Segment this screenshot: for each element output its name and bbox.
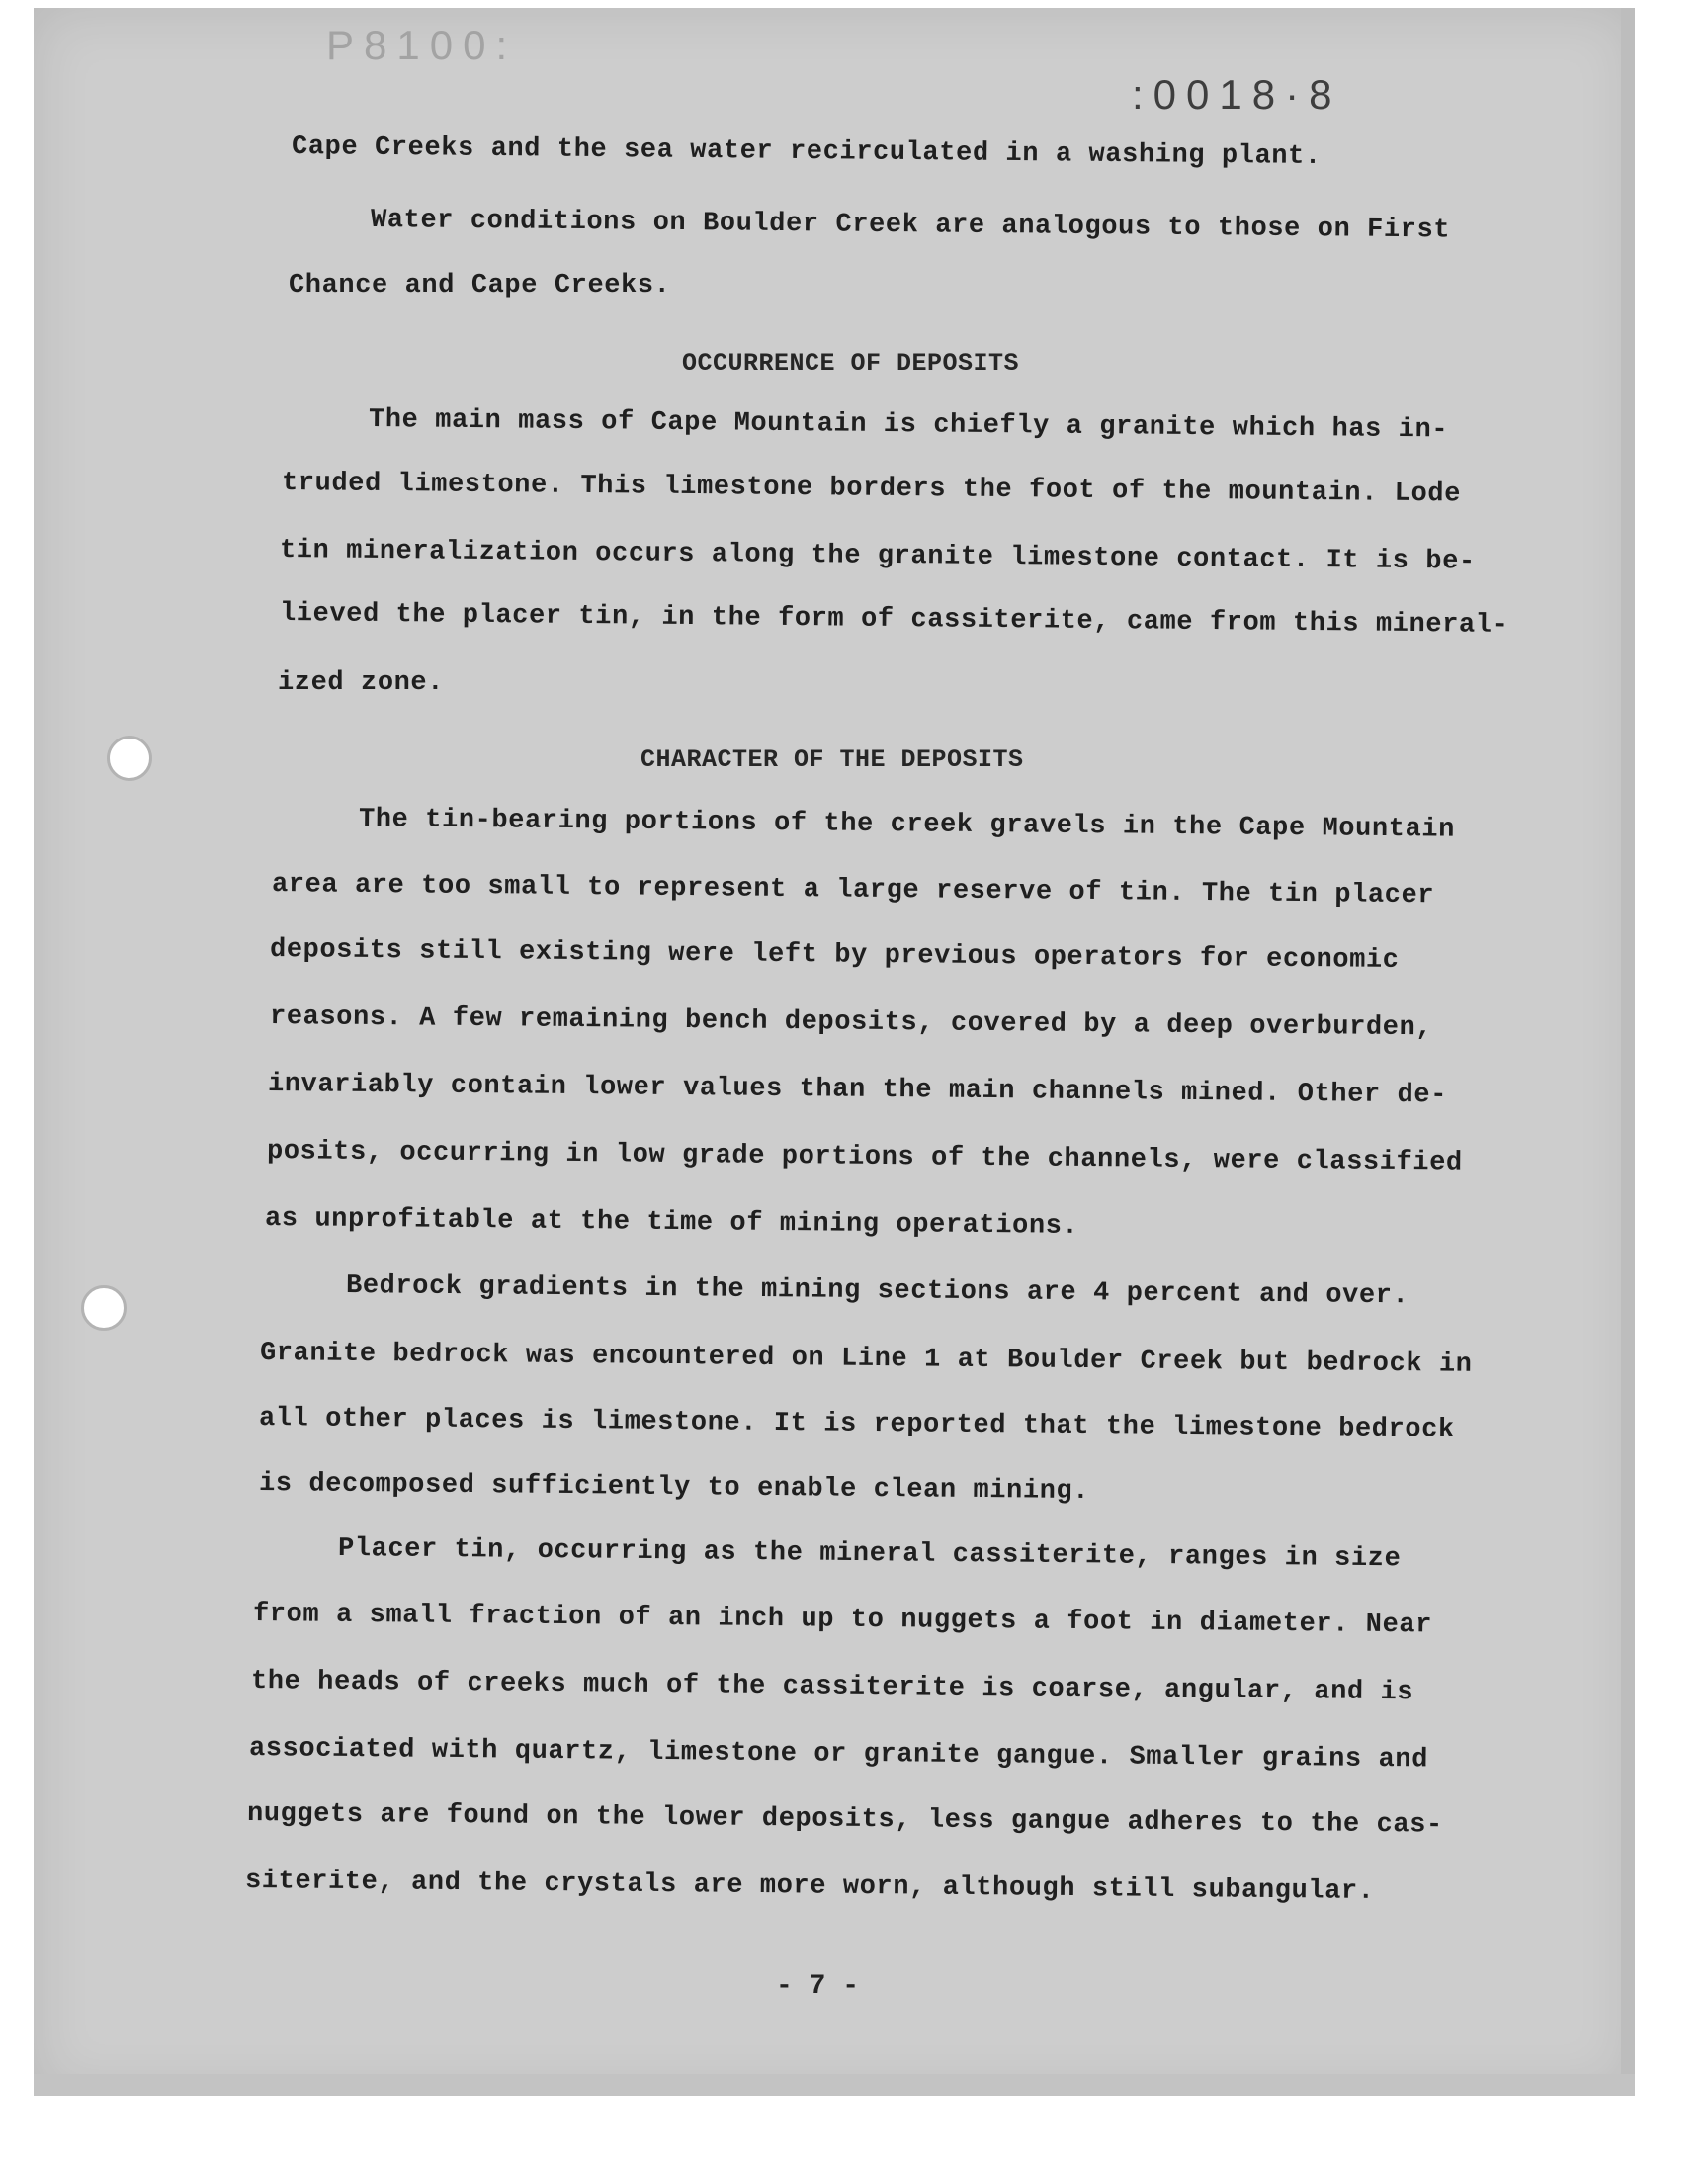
text-line: Cape Creeks and the sea water recirculated in a washing plant. <box>291 132 1322 172</box>
faint-stamp: P8100: <box>326 22 518 68</box>
text-line: area are too small to represent a large reserve of tin. The tin placer <box>271 870 1435 912</box>
text-line: ized zone. <box>278 668 445 698</box>
punch-hole <box>107 736 152 781</box>
text-line: lieved the placer tin, in the form of cassiterite, came from this mineral- <box>279 599 1509 641</box>
text-line: tin mineralization occurs along the granite limestone contact. It is be- <box>279 536 1476 577</box>
text-line: posits, occurring in low grade portions of the channels, were classified <box>266 1137 1463 1178</box>
document-page <box>34 8 1635 2096</box>
text-line: all other places is limestone. It is reported that the limestone bedrock <box>258 1404 1455 1445</box>
text-line: as unprofitable at the time of mining operations. <box>264 1204 1079 1242</box>
text-line: reasons. A few remaining bench deposits, covered by a deep overburden, <box>269 1002 1433 1044</box>
text-line: associated with quartz, limestone or granite gangue. Smaller grains and <box>248 1734 1429 1776</box>
page-number: - 7 - <box>776 1971 860 2002</box>
page-edge-shadow <box>1621 8 1635 2096</box>
text-line: invariably contain lower values than the main channels mined. Other de- <box>267 1070 1448 1111</box>
text-line: is decomposed sufficiently to enable clean mining. <box>258 1469 1090 1508</box>
text-line: The main mass of Cape Mountain is chiefly a granite which has in- <box>368 405 1449 446</box>
text-line: Placer tin, occurring as the mineral cassiterite, ranges in size <box>337 1534 1402 1575</box>
text-line: the heads of creeks much of the cassiterite is coarse, angular, and is <box>250 1667 1414 1708</box>
text-line: from a small fraction of an inch up to nuggets a foot in diameter. Near <box>252 1600 1433 1641</box>
page-bottom-edge <box>34 2074 1635 2096</box>
text-line: Granite bedrock was encountered on Line 1 at Boulder Creek but bedrock in <box>259 1339 1473 1380</box>
text-line: The tin-bearing portions of the creek gravels in the Cape Mountain <box>358 805 1456 845</box>
section-heading: CHARACTER OF THE DEPOSITS <box>640 745 1024 774</box>
text-line: Water conditions on Boulder Creek are analogous to those on First <box>370 206 1451 246</box>
document-number-stamp: :0018·8 <box>1132 71 1342 118</box>
text-line: Bedrock gradients in the mining sections are 4 percent and over. <box>345 1271 1409 1312</box>
text-line: truded limestone. This limestone borders the foot of the mountain. Lode <box>281 469 1462 510</box>
section-heading: OCCURRENCE OF DEPOSITS <box>682 349 1020 378</box>
punch-hole <box>81 1285 127 1331</box>
text-line: siterite, and the crystals are more worn, although still subangular. <box>244 1867 1375 1907</box>
text-line: deposits still existing were left by previous operators for economic <box>269 935 1400 976</box>
text-line: Chance and Cape Creeks. <box>289 271 671 301</box>
text-line: nuggets are found on the lower deposits, less gangue adheres to the cas- <box>246 1799 1443 1841</box>
